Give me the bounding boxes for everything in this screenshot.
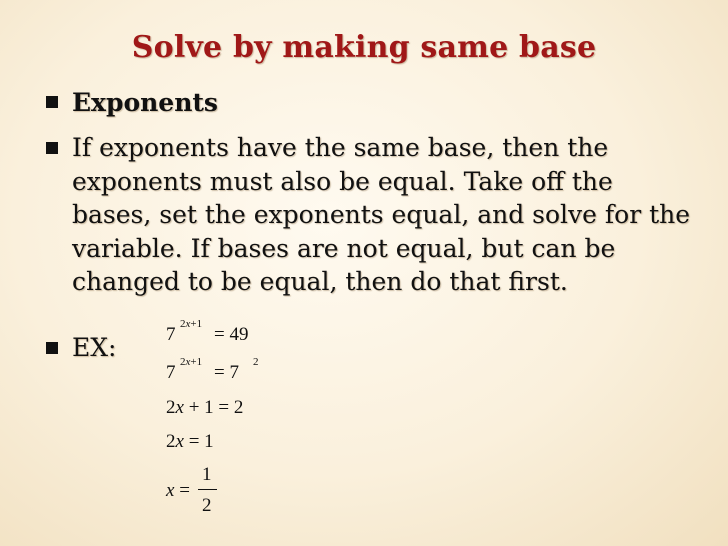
bullet-rule xyxy=(72,131,690,299)
fraction-bar xyxy=(198,489,217,490)
eq2-rhs-exponent: 2 xyxy=(253,356,259,368)
eq5-eq: = xyxy=(174,480,190,501)
eq3-var: x xyxy=(175,397,184,418)
eq2-base: 7 xyxy=(166,362,176,383)
eq4-rest: = 1 xyxy=(183,431,214,452)
eq2-exp-var: x xyxy=(185,356,191,368)
eq1-rhs: = 49 xyxy=(214,324,249,345)
eq3-rest: + 1 = 2 xyxy=(183,397,244,418)
eq2-rhs: = 7 xyxy=(214,362,239,383)
eq1-exponent xyxy=(180,318,202,330)
slide-title: Solve by making same base xyxy=(131,30,597,65)
bullet-rule-line: If exponents have the same base, then the xyxy=(72,133,609,162)
bullet-square-icon xyxy=(46,96,58,108)
eq4-coef: 2 xyxy=(166,431,176,452)
equation-line-3 xyxy=(166,397,243,419)
bullet-rule-line: changed to be equal, then do that first. xyxy=(72,267,568,296)
eq5-var: x xyxy=(166,480,175,501)
bullet-example: EX: xyxy=(72,333,117,362)
eq2-exp-coef: 2 xyxy=(180,356,186,368)
eq5-numerator: 1 xyxy=(202,464,212,485)
eq4-var: x xyxy=(175,431,184,452)
eq5-denominator: 2 xyxy=(202,495,212,516)
eq3-coef: 2 xyxy=(166,397,176,418)
eq1-exp-coef: 2 xyxy=(180,318,186,330)
bullet-rule-line: exponents must also be equal. Take off the xyxy=(72,166,613,196)
bullet-exponents: Exponents xyxy=(72,88,218,117)
bullet-rule-line: bases, set the exponents equal, and solve for the xyxy=(72,200,691,229)
equation-line-4 xyxy=(166,431,214,453)
bullet-square-icon xyxy=(46,342,58,354)
eq2-exponent xyxy=(180,356,202,368)
eq1-exp-var: x xyxy=(185,318,191,330)
eq2-exp-const: +1 xyxy=(190,356,203,368)
eq1-exp-const: +1 xyxy=(190,318,203,330)
eq5-lhs xyxy=(166,480,190,502)
eq1-base: 7 xyxy=(166,324,176,345)
bullet-rule-line: variable. If bases are not equal, but can be xyxy=(72,233,616,263)
bullet-square-icon xyxy=(46,142,58,154)
